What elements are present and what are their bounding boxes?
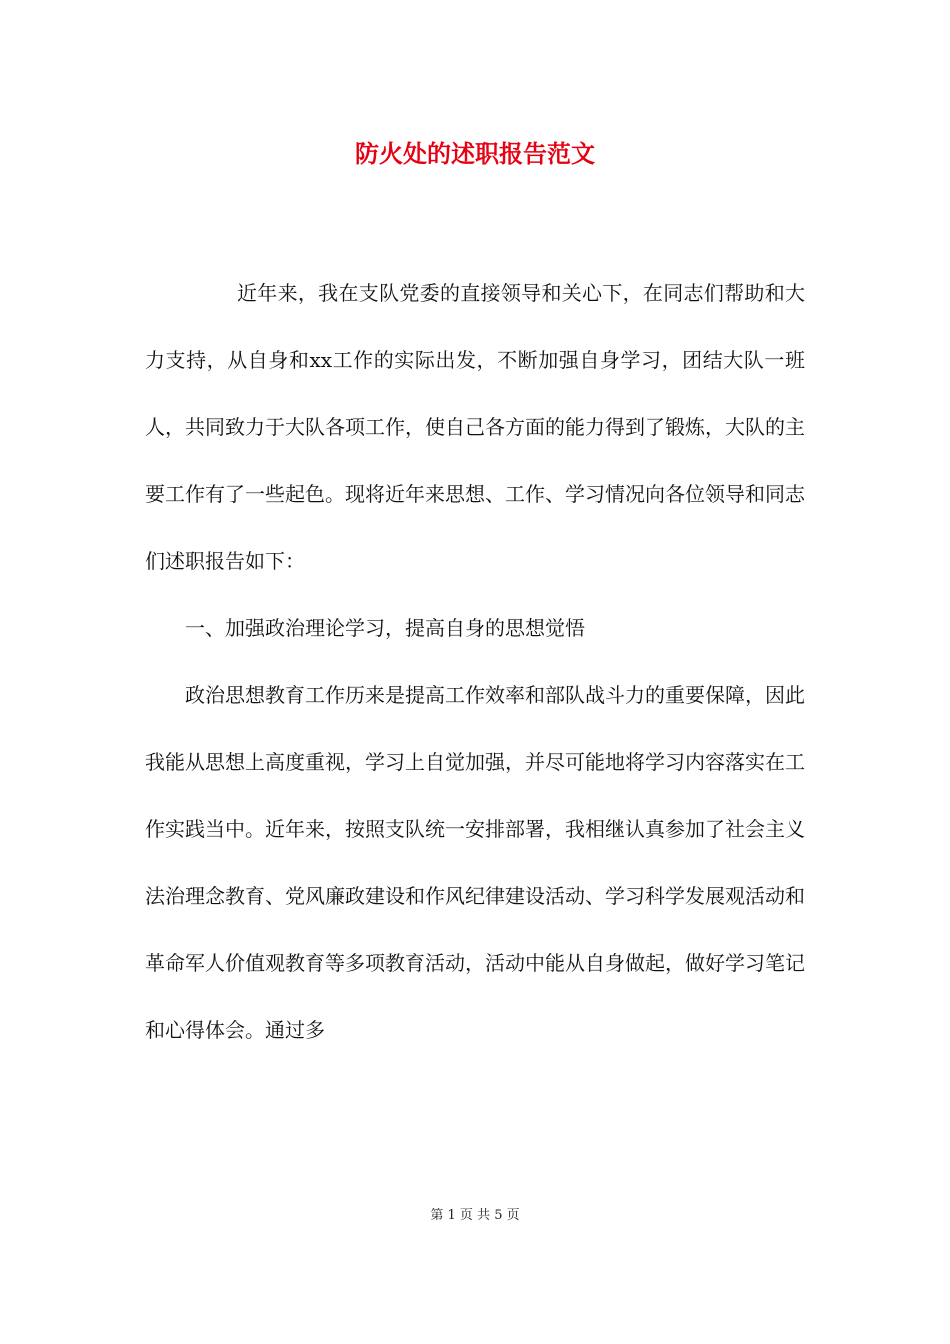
- document-title: 防火处的述职报告范文: [355, 139, 595, 168]
- section-heading: 一、加强政治理论学习，提高自身的思想觉悟: [185, 616, 585, 640]
- paragraph-intro: 近年来，我在支队党委的直接领导和关心下，在同志们帮助和大力支持，从自身和xx工作的实际出发，不断加强自身学习，团结大队一班人，共同致力于大队各项工作，使自己各方面的能力得到了锻炼，大队的主要工作有了一些起色。现将近年来思想、工作、学习情况向各位领导和同志们述职报告如下：: [145, 281, 805, 573]
- document-body: [145, 260, 805, 1064]
- paragraph-politics: 政治思想教育工作历来是提高工作效率和部队战斗力的重要保障，因此我能从思想上高度重视，学习上自觉加强，并尽可能地将学习内容落实在工作实践当中。近年来，按照支队统一安排部署，我相继认真参加了社会主义法治理念教育、党风廉政建设和作风纪律建设活动、学习科学发展观活动和革命军人价值观教育等多项教育活动，活动中能从自身做起，做好学习笔记和心得体会。通过多: [145, 683, 805, 1042]
- page-footer: 第 1 页 共 5 页: [430, 1208, 520, 1223]
